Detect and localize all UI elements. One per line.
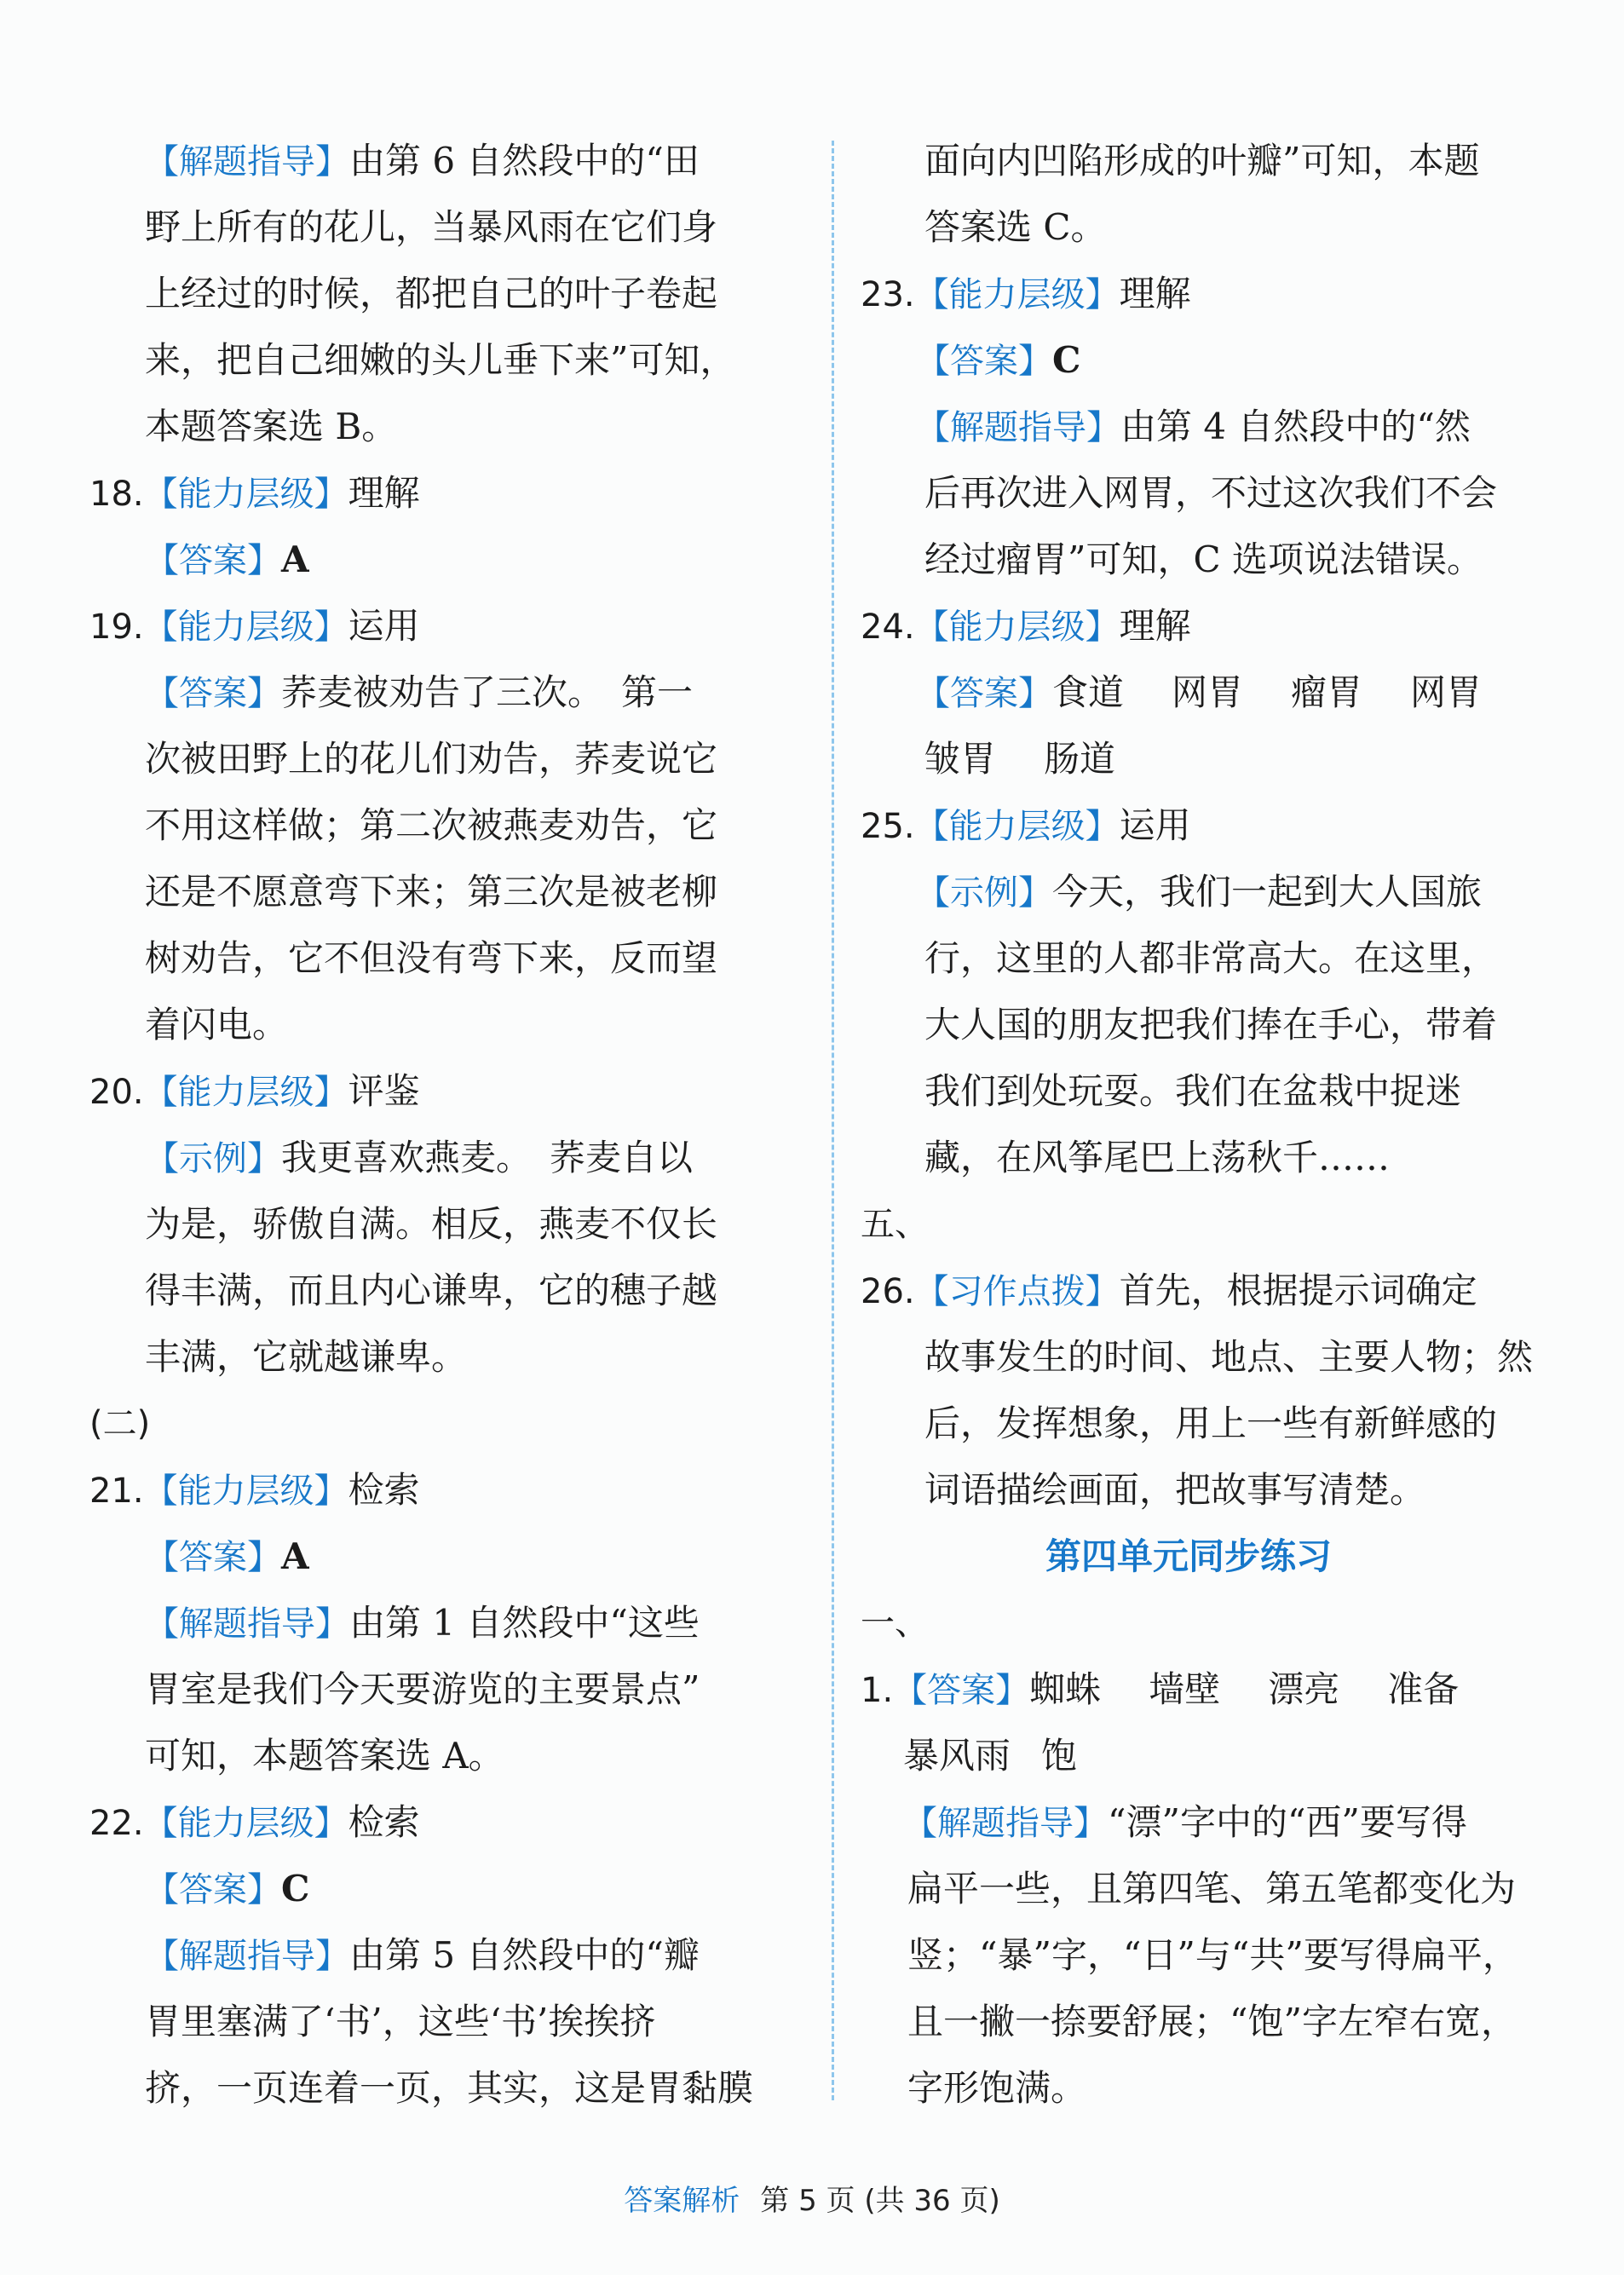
q21-answer: 【答案】A — [145, 1535, 309, 1577]
q17-guide-line: 【解题指导】由第 6 自然段中的“田 — [145, 140, 700, 181]
q17-guide-line: 来，把自己细嫩的头儿垂下来”可知， — [145, 339, 736, 381]
q22-answer: 【答案】C — [145, 1868, 310, 1909]
q26-tip-line: 故事发生的时间、地点、主要人物；然 — [924, 1336, 1534, 1378]
q26-tip-line: 26.【习作点拨】首先，根据提示词确定 — [861, 1270, 1477, 1311]
page-footer — [0, 2177, 1624, 2219]
q1-guide-line: 且一撇一捺要舒展；“饱”字左窄右宽， — [907, 2001, 1517, 2042]
q23-guide-line: 后再次进入网胃，不过这次我们不会 — [924, 472, 1498, 514]
unit-title: 第四单元同步练习 — [1045, 1535, 1332, 1577]
guide-tag: 【解题指导】 — [145, 142, 349, 181]
q18-answer: 【答案】A — [145, 539, 309, 580]
q20-example-line: 得丰满，而且内心谦卑，它的穗子越 — [145, 1270, 718, 1311]
q21-guide-line: 胃室是我们今天要游览的主要景点” — [145, 1668, 700, 1710]
q19-answer-line: 还是不愿意弯下来；第三次是被老柳 — [145, 871, 718, 913]
q19-answer-line: 树劝告，它不但没有弯下来，反而望 — [145, 937, 718, 979]
q19-answer-line: 次被田野上的花儿们劝告，荞麦说它 — [145, 738, 718, 780]
q22-guide-line: 【解题指导】由第 5 自然段中的“瓣 — [145, 1934, 700, 1976]
q1-guide-line: 【解题指导】“漂”字中的“西”要写得 — [903, 1801, 1467, 1843]
section-heading: 一、 — [861, 1604, 929, 1643]
q20-example-line: 【示例】我更喜欢燕麦。 荞麦自以 — [145, 1137, 694, 1178]
q21-guide-line: 【解题指导】由第 1 自然段中“这些 — [145, 1602, 700, 1644]
q26-tip-line: 词语描绘画面，把故事写清楚。 — [924, 1469, 1426, 1511]
q1-answer-cont: 暴风雨 饱 — [903, 1735, 1078, 1777]
q24-answer-cont: 皱胃 肠道 — [924, 738, 1116, 780]
column-divider — [832, 141, 834, 2100]
right-column — [861, 128, 1534, 2122]
q25-example-line: 大人国的朋友把我们捧在手心，带着 — [924, 1004, 1498, 1045]
q1-answer: 1.【答案】蜘蛛 墙壁 漂亮 准备 — [861, 1668, 1460, 1710]
q25-example-line: 我们到处玩耍。我们在盆栽中捉迷 — [924, 1070, 1462, 1112]
q1-guide-line: 扁平一些，且第四笔、第五笔都变化为 — [907, 1868, 1517, 1909]
q25-level: 25.【能力层级】运用 — [861, 804, 1191, 846]
q20-example-line: 为是，骄傲自满。相反，燕麦不仅长 — [145, 1203, 718, 1245]
section-heading: (二) — [89, 1404, 151, 1443]
q18-level: 18.【能力层级】理解 — [89, 472, 420, 514]
q1-guide-line: 竖；“暴”字，“日”与“共”要写得扁平， — [907, 1934, 1518, 1976]
q23-answer: 【答案】C — [916, 339, 1081, 381]
q19-answer-line: 【答案】荞麦被劝告了三次。 第一 — [145, 671, 694, 713]
q23-level: 23.【能力层级】理解 — [861, 273, 1191, 314]
q1-guide-line: 字形饱满。 — [907, 2067, 1087, 2109]
q20-level: 20.【能力层级】评鉴 — [89, 1070, 420, 1112]
q17-guide-line: 上经过的时候，都把自己的叶子卷起 — [145, 273, 718, 314]
q25-example-line: 行，这里的人都非常高大。在这里， — [924, 937, 1498, 979]
q24-level: 24.【能力层级】理解 — [861, 605, 1191, 647]
q19-level: 19.【能力层级】运用 — [89, 605, 420, 647]
footer-label: 答案解析 — [624, 2184, 740, 2218]
section-heading: 五、 — [861, 1205, 929, 1244]
page-number: 第 5 页 (共 36 页) — [760, 2184, 1000, 2218]
q17-guide-line: 野上所有的花儿，当暴风雨在它们身 — [145, 206, 718, 248]
q22-cont-line: 面向内凹陷形成的叶瓣”可知，本题 — [924, 140, 1480, 181]
q25-example-line: 【示例】今天，我们一起到大人国旅 — [916, 871, 1483, 913]
q26-tip-line: 后，发挥想象，用上一些有新鲜感的 — [924, 1402, 1498, 1444]
q22-level: 22.【能力层级】检索 — [89, 1801, 420, 1843]
q24-answer: 【答案】食道 网胃 瘤胃 网胃 — [916, 671, 1483, 713]
q22-guide-line: 挤，一页连着一页，其实，这是胃黏膜 — [145, 2067, 754, 2109]
q20-example-line: 丰满，它就越谦卑。 — [145, 1336, 468, 1378]
q17-guide-line: 本题答案选 B。 — [145, 406, 398, 447]
q22-guide-line: 胃里塞满了‘书’，这些‘书’挨挨挤 — [145, 2001, 656, 2042]
q23-guide-line: 【解题指导】由第 4 自然段中的“然 — [916, 406, 1471, 447]
q19-answer-line: 不用这样做；第二次被燕麦劝告，它 — [145, 804, 718, 846]
q23-guide-line: 经过瘤胃”可知，C 选项说法错误。 — [924, 539, 1483, 580]
q25-example-line: 藏，在风筝尾巴上荡秋千…… — [924, 1137, 1391, 1178]
q22-cont-line: 答案选 C。 — [924, 206, 1107, 248]
q21-guide-line: 可知，本题答案选 A。 — [145, 1735, 504, 1777]
q19-answer-line: 着闪电。 — [145, 1004, 289, 1045]
left-column — [89, 128, 809, 2122]
q21-level: 21.【能力层级】检索 — [89, 1469, 420, 1511]
